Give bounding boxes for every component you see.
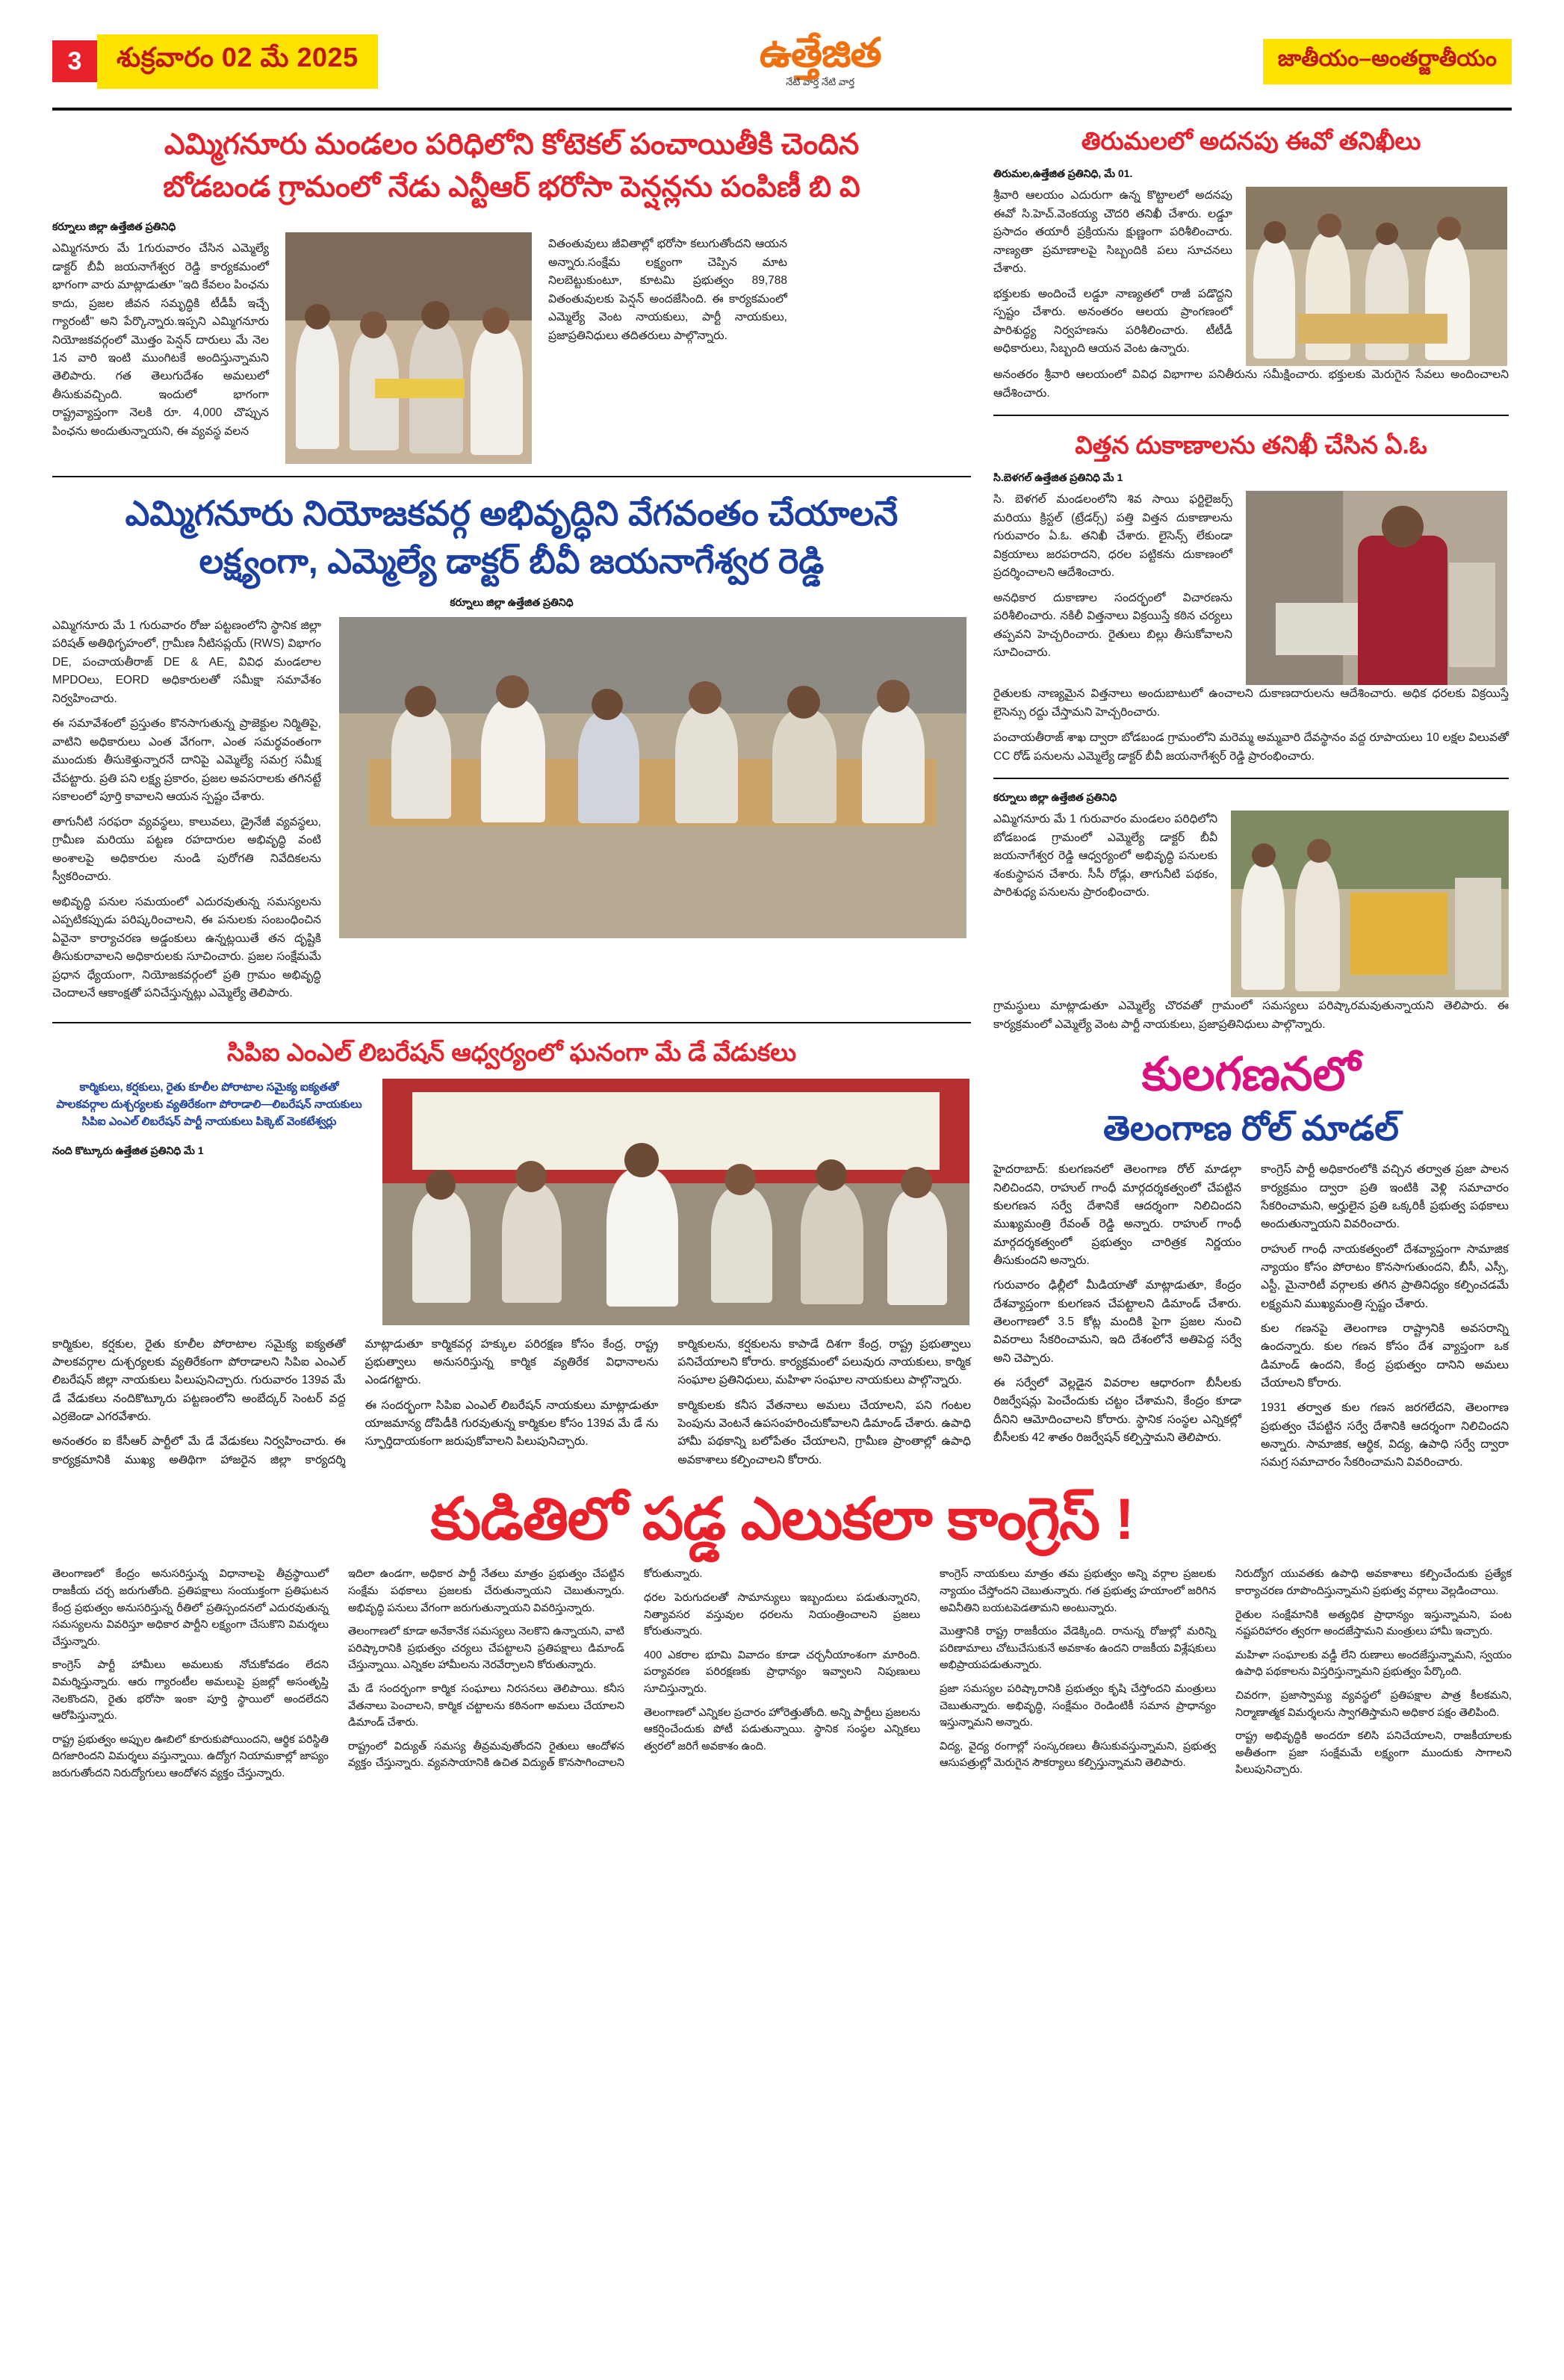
divider-1 [52,476,971,477]
story3-para-2: అనంతరం ఐ కేసీఆర్ పార్టీలో మే డే వేడుకలు నిర్వహించారు. ఈ కార్యక్రమానికి ముఖ్య అతిథిగా హాజరైన జిల్లా కార్యదర్శి మాట్లాడుతూ కార్మికవర్గ హక్కుల పరిరక్షణ కోసం కేంద్ర, రాష్ట్ర ప్రభుత్వాలు అనుసరిస్తున్న కార్మిక వ్యతిరేక విధానాలను ఎండగట్టారు. [52,1337,659,1466]
story8-para-11: కాంగ్రెస్ నాయకులు మాత్రం తమ ప్రభుత్వం అన్ని వర్గాల ప్రజలకు న్యాయం చేస్తోందని చెబుతున్నారు. గత ప్రభుత్వ హయాంలో జరిగిన అవినీతిని బయటపెడతామని అంటున్నారు. [940,1568,1216,1614]
top-grid [52,124,1512,1472]
story3-subhead [52,1079,366,1131]
story1-photo [285,232,532,464]
story8-para-4: ఇదిలా ఉండగా, అధికార పార్టీ నేతలు మాత్రం ప్రభుత్వం చేపట్టిన సంక్షేమ పథకాలు ప్రజలకు చేరుతున్నాయని చెబుతున్నారు. అభివృద్ధి పనులు వేగంగా జరుగుతున్నాయని వివరిస్తున్నారు. [348,1568,624,1614]
story3-subhead-line3: సిపిఐ ఎంఎల్ లిబరేషన్ పార్టీ నాయకులు పిక్కెట్ వెంకటేశ్వర్లు [81,1115,337,1129]
story3-para-1: కార్మికుల, కర్షకుల, రైతు కూలీల పోరాటాల సమైక్య ఐక్యతతో పాలకవర్గాల దుశ్చర్యలకు వ్యతిరేకంగా పోరాడాలని సిపిఐ ఎంఎల్ లిబరేషన్ జిల్లా నాయకులు పిలుపునిచ్చారు. గురువారం 139వ మే డే వేడుకలు నందికొట్కూరు పట్టణంలోని అంబేద్కర్ సెంటర్ వద్ద ఎర్రజెండా ఎగరవేశారు. [52,1337,346,1424]
story5-photo [1246,491,1507,685]
story2-para-4: అభివృద్ధి పనుల సమయంలో ఎదురవుతున్న సమస్యలను ఎప్పటికప్పుడు పరిష్కరించాలని, ఈ పనులకు సంబంధించిన ఏవైనా కార్యాచరణ అడ్డంకులు ఉన్నట్లయితే తన దృష్టికి తీసుకురావాలని అధికారులకు సూచించారు. ప్రజల సంక్షేమమే ప్రధాన ధ్యేయంగా, నియోజకవర్గంలో ప్రతి గ్రామం అభివృద్ధి చెందాలనే ఆకాంక్షతో పనిచేస్తున్నట్లు ఎమ్మెల్యే తెలిపారు. [52,895,321,1000]
story6-photo [1231,811,1509,997]
story3-para-3: ఈ సందర్భంగా సిపిఐ ఎంఎల్ లిబరేషన్ నాయకులు మాట్లాడుతూ యాజమాన్య దోపిడీకి గురవుతున్న కార్మికుల కోసం 139వ మే డే ను స్ఫూర్తిదాయకంగా జరుపుకోవాలని పిలుపునిచ్చారు. [364,1398,659,1448]
story3-subhead-line1: కార్మికులు, కర్షకులు, రైతు కూలీల పోరాటాల సమైక్య ఐక్యతతో [79,1080,339,1094]
story4-byline: తిరుమల,ఉత్తేజిత ప్రతినిధి, మే 01. [993,167,1133,180]
logo-subtitle: నేటి వార్త నేటి వార్త [786,75,855,87]
divider-2 [52,1022,971,1023]
story8-para-18: చివరగా, ప్రజాస్వామ్య వ్యవస్థలో ప్రతిపక్షాల పాత్ర కీలకమని, నిర్మాణాత్మక విమర్శలను స్వాగతిస్తామని అధికార పక్షం తెలిపింది. [1235,1690,1512,1719]
story8-para-9: 400 ఎకరాల భూమి వివాదం కూడా చర్చనీయాంశంగా మారింది. పర్యావరణ పరిరక్షణకు ప్రాధాన్యం ఇవ్వాలని నిపుణులు సూచిస్తున్నారు. [644,1649,920,1696]
story4-photo [1246,187,1507,366]
story2-photo [339,617,966,938]
story2-para-3: తాగునీటి సరఫరా వ్యవస్థలు, కాలువలు, డ్రైనేజీ వ్యవస్థలు, గ్రామీణ మరియు పట్టణ రహదారుల అభివృద్ధి వంటి అంశాలపై అధికారుల నుండి పురోగతి నివేదికలను స్వీకరించారు. [52,815,321,884]
story1-byline: కర్నూలు జిల్లా ఉత్తేజిత ప్రతినిధి [52,220,176,233]
story4-headline: తిరుమలలో అదనపు ఈవో తనిఖీలు [1081,127,1421,155]
story6-para-2: గ్రామస్థులు మాట్లాడుతూ ఎమ్మెల్యే చొరవతో గ్రామంలో సమస్యలు పరిష్కారమవుతున్నాయని తెలిపారు. ఈ కార్యక్రమంలో ఎమ్మెల్యే వెంట పార్టీ నాయకులు, ప్రజాప్రతినిధులు పాల్గొన్నారు. [993,1000,1509,1031]
story6-para-1: ఎమ్మిగనూరు మే 1 గురువారం మండలం పరిధిలోని బోడబండ గ్రామంలో ఎమ్మెల్యే డాక్టర్ బీవీ జయనాగేశ్వర రెడ్డి ఆధ్వర్యంలో అభివృద్ధి పనులకు శంకుస్థాపన చేశారు. సీసీ రోడ్లు, తాగునీటి పథకం, పారిశుధ్య పనులను ప్రారంభించారు. [993,813,1217,899]
story8-para-7: రాష్ట్రంలో విద్యుత్ సమస్య తీవ్రమవుతోందని రైతులు ఆందోళన వ్యక్తం చేస్తున్నారు. వ్యవసాయానికి ఉచిత విద్యుత్ కొనసాగించాలని కోరుతున్నారు. [348,1568,703,1770]
left-column [52,124,971,1472]
article-tirumala-inspection [993,124,1509,403]
article-constituency-review [52,489,971,1009]
story4-para-1: శ్రీవారి ఆలయం ఎదురుగా ఉన్న కొట్టాలలో అదనపు ఈవో సి.హెచ్.వెంకయ్య చౌదరి తనిఖీ చేశారు. లడ్డూ ప్రసాదం తయారీ ప్రక్రియను క్షుణ్ణంగా పరిశీలించారు. నాణ్యతా ప్రమాణాలపై సిబ్బందికి పలు సూచనలు చేశారు. [993,189,1232,276]
story3-headline: సిపిఐ ఎంఎల్ లిబరేషన్ ఆధ్వర్యంలో ఘనంగా మే డే వేడుకలు [226,1038,797,1066]
story2-headline-line1: ఎమ్మిగనూరు నియోజకవర్గ అభివృద్ధిని వేగవంతం చేయాలనే [125,494,899,533]
article-bodabanda-works [993,791,1509,1034]
story1-para-2: వితంతువులు జీవితాల్లో భరోసా కలుగుతోందని ఆయన అన్నారు.సంక్షేమ లక్ష్యంగా చెప్పిన మాట నిలబెట్టుకుంటూ, కూటమి ప్రభుత్వం 89,788 వితంతువులకు పెన్షన్ అందజేసింది. ఈ కార్యకమంలో ఎమ్మెల్యే వెంట నాయకులు, పార్టీ నాయకులు, ప్రజాప్రతినిధులు తదితరులు పాల్గొన్నారు. [548,238,787,342]
story7-body [993,1161,1509,1472]
story8-para-3: రాష్ట్ర ప్రభుత్వం అప్పుల ఊబిలో కూరుకుపోయిందని, ఆర్థిక పరిస్థితి దిగజారిందని విమర్శలు వస్తున్నాయి. ఉద్యోగ నియామకాల్లో జాప్యం జరుగుతోందని నిరుద్యోగులు ఆందోళన వ్యక్తం చేస్తున్నారు. [52,1733,329,1780]
page-number: 3 [52,40,97,82]
story8-para-14: విద్య, వైద్య రంగాల్లో సంస్కరణలు తీసుకువస్తున్నామని, ప్రభుత్వ ఆసుపత్రుల్లో మెరుగైన సౌకర్యాలు కల్పిస్తున్నామని తెలిపారు. [940,1740,1216,1770]
story8-para-17: మహిళా సంఘాలకు వడ్డీ లేని రుణాలు అందజేస్తున్నామని, స్వయం ఉపాధి పథకాలను విస్తరిస్తున్నామని ప్రభుత్వం పేర్కొంది. [1235,1649,1512,1679]
story8-headline: కుడితిలో పడ్డ ఎలుకలా కాంగ్రెస్ ! [430,1485,1134,1552]
story7-para-2: గురువారం ఢిల్లీలో మీడియాతో మాట్లాడుతూ, కేంద్రం దేశవ్యాప్తంగా కులగణన చేపట్టాలని డిమాండ్ చేశారు. తెలంగాణలో 3.5 కోట్ల మందికి పైగా ప్రజల నుంచి వివరాలు సేకరించామని, ఇది దేశంలోనే అతిపెద్ద సర్వే అని చెప్పారు. [993,1279,1241,1365]
story7-headline-b: తెలంగాణ రోల్ మాడల్ [1103,1108,1399,1147]
story5-para-3: రైతులకు నాణ్యమైన విత్తనాలు అందుబాటులో ఉంచాలని దుకాణదారులను ఆదేశించారు. అధిక ధరలకు విక్రయిస్తే లైసెన్సు రద్దు చేస్తామని హెచ్చరించారు. [993,687,1509,719]
story4-para-3: అనంతరం శ్రీవారి ఆలయంలో వివిధ విభాగాల పనితీరును సమీక్షించారు. భక్తులకు మెరుగైన సేవలు అందించాలని ఆదేశించారు. [993,368,1509,400]
article-congress-lead [52,1486,1512,1782]
article-caste-census [993,1047,1509,1472]
story3-byline: నంది కొట్కూరు ఉత్తేజిత ప్రతినిధి మే 1 [52,1144,204,1156]
story2-para-2: ఈ సమావేశంలో ప్రస్తుతం కొనసాగుతున్న ప్రాజెక్టుల నిర్మితిపై, వాటిని అధికారులు ఎంత వేగంగా, ఎంత సమర్థవంతంగా ముందుకు తీసుకెళ్తున్నారనే దానిపై ఎమ్మెల్యే సమగ్ర సమీక్ష చేపట్టారు. ప్రతి పని లక్ష్య ప్రకారం, ప్రజల అవసరాలకు తగినట్టే సకాలంలో పూర్తి కావాలని ఆయన స్పష్టం చేశారు. [52,717,321,804]
story2-headline [52,489,971,586]
story8-para-13: ప్రజా సమస్యల పరిష్కారానికి ప్రభుత్వం కృషి చేస్తోందని మంత్రులు చెబుతున్నారు. అభివృద్ధి, సంక్షేమం రెండింటికీ సమాన ప్రాధాన్యం ఇస్తున్నామని అన్నారు. [940,1683,1216,1729]
story2-byline: కర్నూలు జిల్లా ఉత్తేజిత ప్రతినిధి [450,595,574,608]
story5-headline: విత్తన దుకాణాలను తనిఖీ చేసిన ఏ.ఓ [1075,431,1427,459]
issue-date: శుక్రవారం 02 మే 2025 [97,34,378,89]
story8-para-5: తెలంగాణలో కూడా అనేకానేక సమస్యలు నెలకొని ఉన్నాయని, వాటి పరిష్కారానికి ప్రభుత్వం చర్యలు చేపట్టాలని ప్రతిపక్షాలు డిమాండ్ చేస్తున్నాయి. ఎన్నికల హామీలను నెరవేర్చాలని కోరుతున్నారు. [348,1626,624,1672]
right-column [993,124,1509,1472]
article-mayday-celebrations [52,1035,971,1469]
story1-headline-line2: బోడబండ గ్రామంలో నేడు ఎన్టీఆర్ భరోసా పెన్షన్లను పంపిణీ బి వి [163,170,860,203]
story7-para-5: రాహుల్ గాంధీ నాయకత్వంలో దేశవ్యాప్తంగా సామాజిక న్యాయం కోసం పోరాటం కొనసాగుతుందని, బీసీ, ఎస్సీ, ఎస్టీ, మైనారిటీ వర్గాలకు తగిన ప్రాతినిధ్యం కల్పించడమే లక్ష్యమని ముఖ్యమంత్రి స్పష్టం చేశారు. [1261,1242,1509,1310]
story5-para-2: అనధికార దుకాణాల సందర్భంలో విచారణను పరిశీలించారు. నకిలీ విత్తనాలు విక్రయిస్తే కఠిన చర్యలు తప్పవని హెచ్చరించారు. రైతులు బిల్లు తీసుకోవాలని సూచించారు. [993,591,1232,660]
story7-para-7: 1931 తర్వాత కుల గణన జరగలేదని, తెలంగాణ ప్రభుత్వం చేపట్టిన సర్వే దేశానికి ఆదర్శంగా నిలిచిందని అన్నారు. సామాజిక, ఆర్థిక, విద్య, ఉపాధి సర్వే ద్వారా సమగ్ర సమాచారం సేకరించామని వివరించారు. [1261,1401,1509,1469]
story8-para-1: తెలంగాణలో కేంద్రం అనుసరిస్తున్న విధానాలపై తీవ్రస్థాయిలో రాజకీయ చర్చ జరుగుతోంది. ప్రతిపక్షాలు సంయుక్తంగా ప్రతిఘటన కేంద్ర ప్రభుత్వం అనుసరిస్తున్న రీతిలో ప్రతిస్పందనలో ఎదురవుతున్న సమస్యలను వివరిస్తూ అధికార పార్టీని లక్ష్యంగా చేసుకొని విమర్శలు చేస్తున్నారు. [52,1568,329,1648]
story8-para-2: కాంగ్రెస్ పార్టీ హామీలు అమలుకు నోచుకోవడం లేదని విమర్శిస్తున్నారు. ఆరు గ్యారంటీల అమలుపై ప్రజల్లో అసంతృప్తి నెలకొందని, రైతు భరోసా ఇంకా పూర్తి స్థాయిలో అందలేదని ఆరోపిస్తున్నారు. [52,1659,329,1723]
divider-4 [993,778,1509,779]
logo-title: ఉత్తేజిత [759,30,881,75]
masthead [52,21,1512,102]
story2-para-1: ఎమ్మిగనూరు మే 1 గురువారం రోజు పట్టణంలోని స్థానిక జిల్లా పరిషత్ అతిథిగృహంలో, గ్రామీణ నీటిసప్లయ్ (RWS) విభాగం DE, పంచాయతీరాజ్ DE & AE, వివిధ మండలాల MPDOలు, EORD అధికారులతో సమీక్షా సమావేశం నిర్వహించారు. [52,619,321,705]
story3-body [52,1336,971,1469]
story7-para-3: ఈ సర్వేలో వెల్లడైన వివరాల ఆధారంగా బీసీలకు రిజర్వేషన్లు పెంచేందుకు చట్టం చేశామని, కేంద్రం కూడా దీనిని ఆమోదించాలని కోరారు. స్థానిక సంస్థల ఎన్నికల్లో బీసీలకు 42 శాతం రిజర్వేషన్ కల్పిస్తామని తెలిపారు. [993,1377,1241,1445]
story1-para-1: ఎమ్మిగనూరు మే 1గురువారం చేసిన ఎమ్మెల్యే డాక్టర్ బీవీ జయనాగేశ్వర రెడ్డి కార్యకమంలో భాగంగా వారు మాట్లాడుతూ "ఇది కేవలం పింఛను కాదు, ప్రజల జీవన సమృద్ధికి టీడీపీ ఇచ్చే గ్యారంటీ" అని పేర్కొన్నారు.ఇప్పని ఎమ్మిగనూరు నియోజకవర్గంలో మొత్తం పెన్షన్ దారులు మే నెల 1న వారి ఇంటి ముంగిటకే అందిస్తున్నామని తెలిపారు. గత తెలుగుదేశం అమలులో తీసుకువచ్చింది. ఇందులో భాగంగా రాష్ట్రవ్యాప్తంగా నెలకి రూ. 4,000 చొప్పున పింఛను అందుతున్నాయని, ఈ వ్యవస్థ వలన [52,242,269,438]
story4-para-2: భక్తులకు అందించే లడ్డూ నాణ్యతలో రాజీ పడొద్దని స్పష్టం చేశారు. అనంతరం ఆలయ ప్రాంగణంలో పారిశుద్ధ్య నిర్వహణను పరిశీలించారు. టీటీడీ అధికారులు, సిబ్బంది ఆయన వెంట ఉన్నారు. [993,287,1232,356]
page-number-block [52,34,378,89]
story3-para-4: కార్మికులను, కర్షకులను కాపాడే దిశగా కేంద్ర, రాష్ట్ర ప్రభుత్వాలు పనిచేయాలని కోరారు. కార్యక్రమంలో పలువురు నాయకులు, కార్మిక సంఘాల ప్రతినిధులు, మహిళా సంఘాల నాయకులు పాల్గొన్నారు. [677,1337,971,1387]
story7-para-4: కాంగ్రెస్ పార్టీ అధికారంలోకి వచ్చిన తర్వాత ప్రజా పాలన కార్యక్రమం ద్వారా ప్రతి ఇంటికి వెళ్లి సమాచారం సేకరించామని, అర్హులైన ప్రతి ఒక్కరికీ ప్రభుత్వ పథకాలు అందుతున్నాయని వివరించారు. [1261,1163,1509,1231]
divider-3 [993,415,1509,416]
newspaper-page [0,21,1564,2380]
story8-para-15: నిరుద్యోగ యువతకు ఉపాధి అవకాశాలు కల్పించేందుకు ప్రత్యేక కార్యాచరణ రూపొందిస్తున్నామని ప్రభుత్వ వర్గాలు వెల్లడించాయి. [1235,1568,1512,1597]
section-badge: జాతీయం–అంతర్జాతీయం [1263,39,1512,84]
masthead-divider [52,108,1512,111]
story1-headline [52,124,971,208]
story8-para-12: మొత్తానికి రాష్ట్ర రాజకీయం వేడెక్కింది. రానున్న రోజుల్లో మరిన్ని పరిణామాలు చోటుచేసుకునే అవకాశం ఉందని రాజకీయ విశ్లేషకులు అభిప్రాయపడుతున్నారు. [940,1626,1216,1672]
story1-headline-line1: ఎమ్మిగనూరు మండలం పరిధిలోని కోటెకల్ పంచాయితీకి చెందిన [164,128,860,161]
story5-byline: సి.బెళగల్ ఉత్తేజిత ప్రతినిధి మే 1 [993,471,1123,484]
article-seed-shop-inspection [993,428,1509,766]
story2-tail: పంచాయతీరాజ్ శాఖ ద్వారా బోడబండ గ్రామంలోని మరెమ్మ అమ్మవారి దేవస్థానం వద్ద రూపాయలు 10 లక్షల విలువతో CC రోడ్ పనులను ఎమ్మెల్యే డాక్టర్ బీవీ జయనాగేశ్వర్ రెడ్డి ప్రారంభించారు. [993,731,1509,763]
story8-para-19: రాష్ట్ర అభివృద్ధికి అందరూ కలిసి పనిచేయాలని, రాజకీయాలకు అతీతంగా ప్రజా సంక్షేమమే లక్ష్యంగా ముందుకు సాగాలని పిలుపునిచ్చారు. [1235,1730,1512,1776]
story3-subhead-line2: పాలకవర్గాల దుశ్చర్యలకు వ్యతిరేకంగా పోరాడాలి—లిబరేషన్ నాయకులు [56,1098,362,1111]
story8-para-10: తెలంగాణలో ఎన్నికల ప్రచారం హోరెత్తుతోంది. అన్ని పార్టీలు ప్రజలను ఆకర్షించేందుకు పోటీ పడుతున్నాయి. స్థానిక సంస్థల ఎన్నికలు త్వరలో జరిగే అవకాశం ఉంది. [644,1706,920,1753]
masthead-logo-area [378,30,1263,90]
story8-para-16: రైతుల సంక్షేమానికి అత్యధిక ప్రాధాన్యం ఇస్తున్నామని, పంట నష్టపరిహారం త్వరగా అందజేస్తామని మంత్రులు హామీ ఇచ్చారు. [1235,1608,1512,1638]
story8-para-8: ధరల పెరుగుదలతో సామాన్యులు ఇబ్బందులు పడుతున్నారని, నిత్యావసర వస్తువుల ధరలను నియంత్రించాలని ప్రజలు కోరుతున్నారు. [644,1591,920,1638]
story6-byline: కర్నూలు జిల్లా ఉత్తేజిత ప్రతినిధి [993,791,1117,804]
story8-para-6: మే డే సందర్భంగా కార్మిక సంఘాలు నిరసనలు తెలిపాయి. కనీస వేతనాలు పెంచాలని, కార్మిక చట్టాలను కఠినంగా అమలు చేయాలని డిమాండ్ చేశారు. [348,1683,624,1729]
story7-headline-a: కులగణనలో [1141,1049,1361,1101]
story2-headline-line2: లక్ష్యంగా, ఎమ్మెల్యే డాక్టర్ బీవీ జయనాగేశ్వర రెడ్డి [199,542,825,581]
page-content [52,124,1512,1782]
story3-para-5: కార్మికులకు కనీస వేతనాలు అమలు చేయాలని, పని గంటల పెంపును వెంటనే ఉపసంహరించుకోవాలని డిమాండ్ చేశారు. ఉపాధి హామీ పథకాన్ని బలోపేతం చేయాలని, గ్రామీణ ప్రాంతాల్లో ఉపాధి అవకాశాలు కల్పించాలని కోరారు. [677,1398,971,1466]
story3-photo [382,1079,969,1325]
story8-body [52,1566,1512,1782]
newspaper-logo [759,30,881,90]
article-pension-distribution [52,124,971,464]
story7-para-6: కుల గణనపై తెలంగాణ రాష్ట్రానికి అవసరాన్ని ఉందన్నారు. కుల గణన కోసం దేశ వ్యాప్తంగా ఒక డిమాండ్ ఉందని, కేంద్ర ప్రభుత్వం దానిని అమలు చేయాలని కోరారు. [1261,1322,1509,1390]
story7-para-1: హైదరాబాద్: కులగణనలో తెలంగాణ రోల్ మాడల్గా నిలిచిందని, రాహుల్ గాంధీ మార్గదర్శకత్వంలో చేపట్టిన కులగణన సర్వే దేశానికే ఆదర్శంగా నిలిచిందని ముఖ్యమంత్రి రేవంత్ రెడ్డి అన్నారు. రాహుల్ గాంధీ మార్గదర్శకత్వంలో ప్రభుత్వం చారిత్రక నిర్ణయం తీసుకుందని అన్నారు. [993,1163,1241,1268]
story5-para-1: సి. బెళగల్ మండలంలోని శివ సాయి ఫర్టిలైజర్స్ మరియు క్రిస్టల్ (ట్రేడర్స్) పత్తి విత్తన దుకాణాలను గురువారం ఏ.ఓ. తనిఖీ చేశారు. లైసెన్స్ లేకుండా విక్రయాలు జరపరాదని, ధరల పట్టికను దుకాణంలో ప్రదర్శించాలని ఆదేశించారు. [993,493,1232,580]
